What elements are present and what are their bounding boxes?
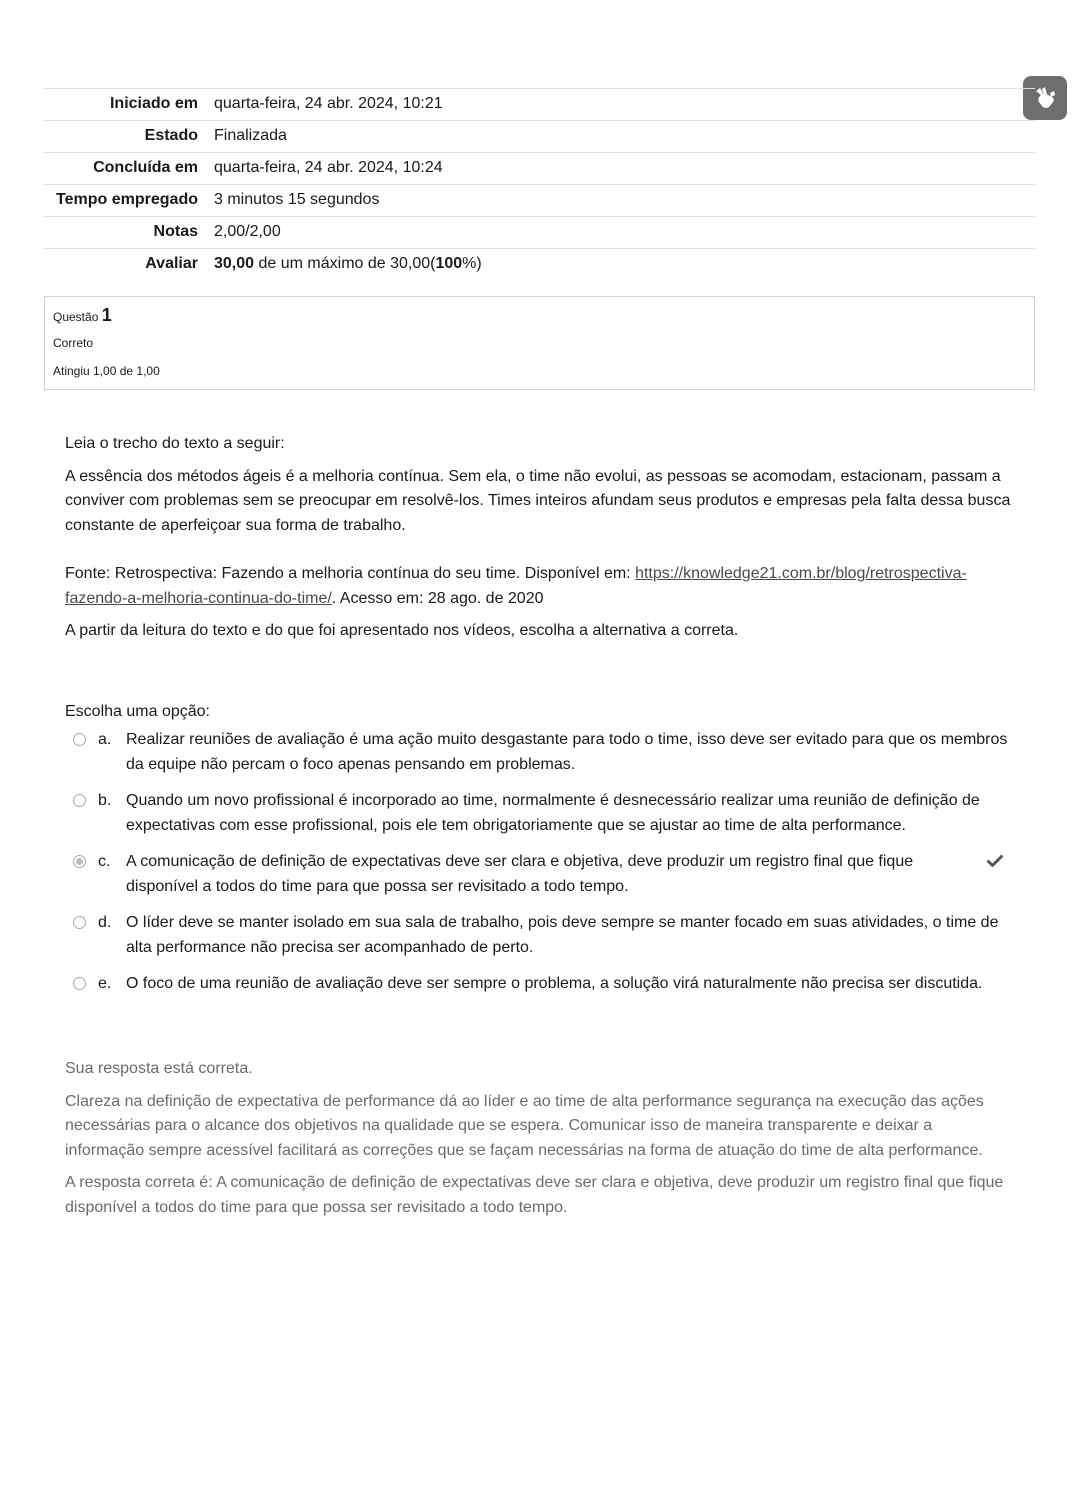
option-text: A comunicação de definição de expectativas deve ser clara e objetiva, deve produzir um registro final que fique disponível a todos do time para que possa ser revisitado a todo tempo. — [126, 853, 914, 895]
option-letter: d. — [98, 914, 112, 931]
summary-value: quarta-feira, 24 abr. 2024, 10:21 — [214, 95, 443, 112]
answer-option-e[interactable] — [65, 972, 1015, 997]
question-number-value: 1 — [101, 305, 112, 325]
summary-row-started — [44, 89, 1035, 121]
radio-a[interactable] — [73, 733, 86, 746]
question-passage: A essência dos métodos ágeis é a melhoria contínua. Sem ela, o time não evolui, as pessoas se acomodam, estacionam, passam a conviver com problemas sem se preocupar em resolvê-los. Times inteiros afundam seus produtos e empresas pela falta dessa busca constante de aperfeiçoar sua forma de trabalho. — [65, 467, 1011, 534]
question-number — [53, 305, 112, 326]
feedback-explanation: Clareza na definição de expectativa de performance dá ao líder e ao time de alta performance segurança na execução das ações necessárias para o alcance dos objetivos na qualidade que se espera. Comunicar isso de maneira transparente e deixar a informação sempre acessível facilitará as correções que se façam necessárias na forma de atuação do time de alta performance. — [65, 1092, 984, 1159]
answer-option-b[interactable] — [65, 789, 1015, 838]
summary-label: Notas — [153, 223, 198, 240]
summary-row-grade — [44, 249, 1035, 281]
option-letter: c. — [98, 853, 111, 870]
option-text: O líder deve se manter isolado em sua sala de trabalho, pois deve sempre se manter focado em suas atividades, o time de alta performance não precisa ser acompanhado de perto. — [126, 914, 999, 956]
question-state: Correto — [53, 336, 94, 350]
source-suffix: . Acesso em: 28 ago. de 2020 — [331, 589, 544, 607]
summary-label: Estado — [144, 127, 198, 144]
option-text: Quando um novo profissional é incorporado ao time, normalmente é desnecessário realizar uma reunião de definição de expectativas com esse profissional, pois ele tem obrigatoriamente que se ajustar ao time de alta performance. — [126, 792, 980, 834]
answer-option-c[interactable] — [65, 850, 1015, 899]
summary-row-state — [44, 121, 1035, 153]
question-intro: Leia o trecho do texto a seguir: — [65, 435, 285, 452]
radio-c[interactable] — [73, 855, 86, 868]
answer-prompt: Escolha uma opção: — [65, 703, 210, 720]
source-link[interactable]: https://knowledge21.com.br/blog/retrospectiva-fazendo-a-melhoria-continua-do-time/ — [65, 565, 967, 607]
grade-percent: 100 — [435, 255, 463, 272]
feedback-area — [65, 1057, 1005, 1228]
question-grade: Atingiu 1,00 de 1,00 — [53, 364, 160, 378]
question-source — [65, 562, 1015, 611]
question-text — [65, 432, 1015, 652]
summary-label: Tempo empregado — [56, 191, 198, 208]
grade-percent-suffix: %) — [462, 255, 482, 272]
feedback-correct-answer: A resposta correta é: A comunicação de definição de expectativas deve ser clara e objetiva, deve produzir um registro final que fique disponível a todos do time para que possa ser revisitado a todo tempo. — [65, 1174, 1004, 1216]
option-letter: b. — [98, 792, 112, 809]
answer-options — [65, 728, 1015, 1009]
answer-option-d[interactable] — [65, 911, 1015, 960]
question-info-box — [44, 296, 1035, 390]
summary-value: quarta-feira, 24 abr. 2024, 10:24 — [214, 159, 443, 176]
summary-row-marks — [44, 217, 1035, 249]
summary-label: Iniciado em — [109, 95, 198, 112]
summary-label: Concluída em — [93, 159, 198, 176]
check-icon — [987, 854, 1003, 868]
grade-max-text: de um máximo de 30,00( — [254, 255, 436, 272]
option-text: O foco de uma reunião de avaliação deve ser sempre o problema, a solução virá naturalmente não precisa ser discutida. — [126, 975, 983, 992]
grade-score: 30,00 — [214, 255, 255, 272]
option-letter: e. — [98, 975, 112, 992]
summary-row-completed — [44, 153, 1035, 185]
summary-label: Avaliar — [145, 255, 198, 272]
summary-value: 2,00/2,00 — [214, 223, 281, 240]
source-prefix: Fonte: Retrospectiva: Fazendo a melhoria contínua do seu time. Disponível em: — [65, 565, 636, 582]
summary-value: Finalizada — [214, 127, 287, 144]
summary-value: 3 minutos 15 segundos — [214, 191, 380, 208]
question-instruction: A partir da leitura do texto e do que foi apresentado nos vídeos, escolha a alternativa a correta. — [65, 622, 739, 639]
feedback-status: Sua resposta está correta. — [65, 1060, 253, 1077]
radio-d[interactable] — [73, 916, 86, 929]
answer-option-a[interactable] — [65, 728, 1015, 777]
option-text: Realizar reuniões de avaliação é uma ação muito desgastante para todo o time, isso deve ser evitado para que os membros da equipe não percam o foco apenas pensando em problemas. — [126, 731, 1008, 773]
radio-e[interactable] — [73, 977, 86, 990]
radio-b[interactable] — [73, 794, 86, 807]
attempt-summary-table — [44, 88, 1035, 280]
question-prefix: Questão — [53, 310, 99, 324]
summary-value — [214, 249, 1035, 281]
option-letter: a. — [98, 731, 112, 748]
summary-row-time-taken — [44, 185, 1035, 217]
hand-sign-language-icon — [1032, 85, 1058, 111]
